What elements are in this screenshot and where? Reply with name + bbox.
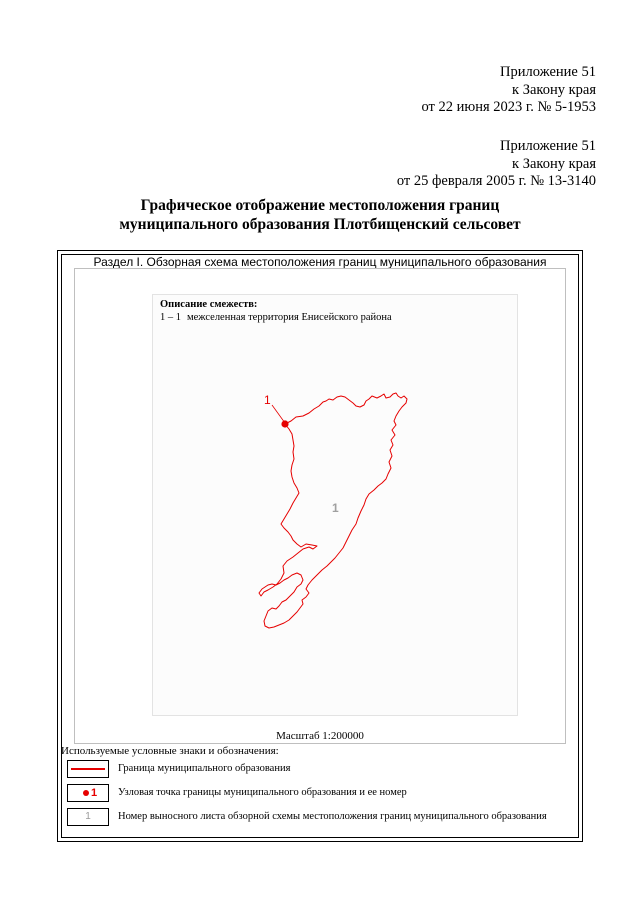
appendix-law-ref: к Закону края — [512, 155, 596, 172]
adjacency-code: 1 – 1 — [160, 312, 181, 323]
red-line-icon — [71, 768, 105, 770]
sheet-number-sample: 1 — [85, 811, 91, 822]
node-point-1 — [281, 420, 288, 427]
legend-text-sheet: Номер выносного листа обзорной схемы местоположения границ муниципального образования — [118, 811, 547, 822]
node-point-leader — [272, 405, 285, 423]
title-line-1: Графическое отображение местоположения границ — [140, 197, 500, 214]
legend-text-node: Узловая точка границы муниципального образования и ее номер — [118, 787, 407, 798]
appendix-law-date: от 22 июня 2023 г. № 5-1953 — [421, 99, 596, 115]
appendix-number: Приложение 51 — [500, 138, 596, 154]
section-heading: Раздел I. Обзорная схема местоположения границ муниципального образования — [93, 255, 547, 269]
adjacency-title: Описание смежеств: — [160, 299, 258, 310]
map-scale: Масштаб 1:200000 — [276, 730, 364, 742]
legend-symbol-sheet — [67, 808, 109, 826]
adjacency-text: межселенная территория Енисейского района — [187, 312, 392, 323]
appendix-law-date: от 25 февраля 2005 г. № 13-3140 — [396, 173, 596, 189]
legend-symbol-boundary — [67, 760, 109, 778]
node-point-label: 1 — [264, 393, 271, 407]
title-line-2: муниципального образования Плотбищенский сельсовет — [119, 216, 521, 233]
appendix-number: Приложение 51 — [500, 64, 596, 80]
legend-text-boundary: Граница муниципального образования — [118, 763, 291, 774]
legend-symbol-node — [67, 784, 109, 802]
legend-title: Используемые условные знаки и обозначения: — [61, 745, 279, 757]
node-number-sample: 1 — [91, 787, 98, 799]
red-dot-icon — [83, 790, 89, 796]
sheet-number-label: 1 — [332, 501, 339, 515]
appendix-law-ref: к Закону края — [512, 81, 596, 98]
